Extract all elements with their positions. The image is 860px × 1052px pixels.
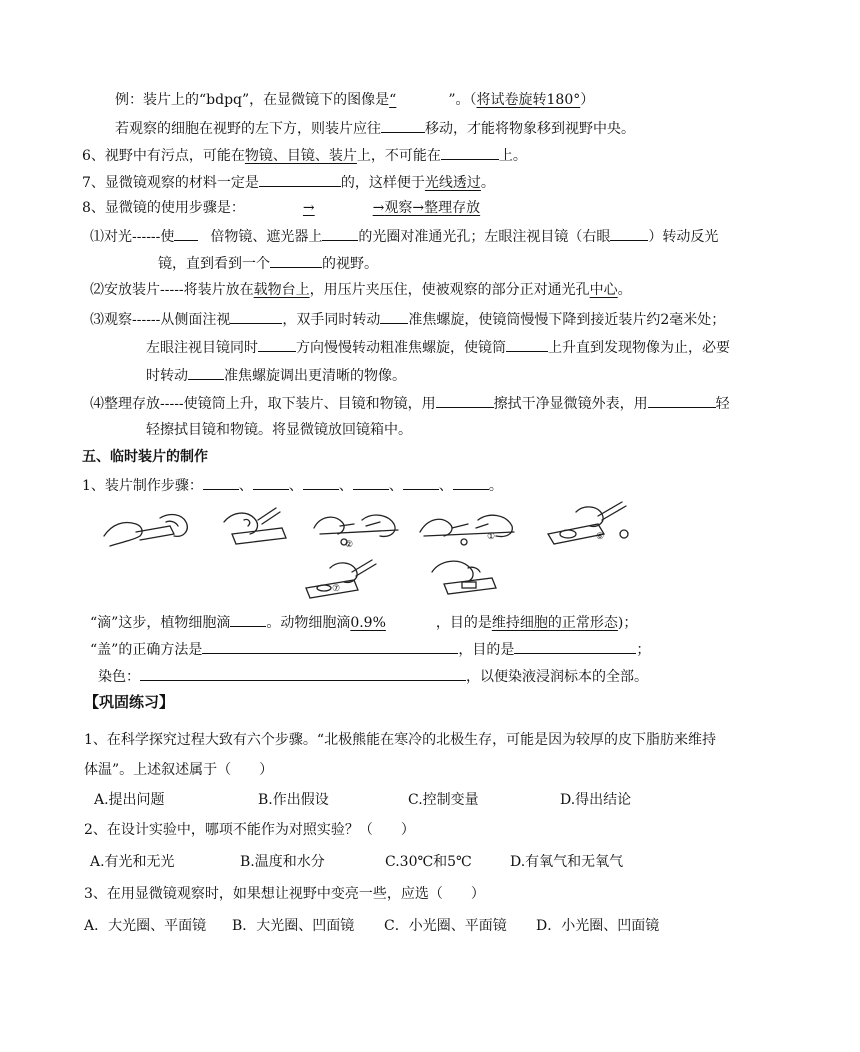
text: 时转动 [146,368,188,384]
step-sketch-3 [310,504,406,554]
blank[interactable] [514,638,636,654]
text: ； [636,642,651,658]
text: 若观察的细胞在视野的左下方，则装片应往 [115,121,381,137]
blank[interactable] [380,308,408,324]
figure-label: ② [345,540,354,550]
question-1-line2: 体温”。上述叙述属于（ ） [84,762,274,778]
underlined-text: 观察→整理存放 [384,200,481,216]
arrow: → [302,200,315,216]
blank[interactable] [436,392,494,408]
step-sketch-6 [300,554,382,604]
quote-close: ”。 [448,92,470,108]
separator: 、 [238,478,253,494]
step-sketch-4 [416,504,520,554]
text: 上，不可能在 [356,148,441,164]
text: ，双手同时转动 [282,312,381,328]
drop-line [90,611,637,633]
text: 倍物镜、遮光器上 [210,229,323,245]
question-3: 3、在用显微镜观察时，如果想让视野中变亮一些，应选（ ） [84,886,485,902]
underlined-text: 0.9% [350,615,386,631]
cover-line [90,638,650,660]
text: ⑷整理存放-----使镜筒上升，取下装片、目镜和物镜，用 [90,396,436,412]
text: )； [617,615,638,631]
blank[interactable] [188,364,224,380]
question-2-option-d[interactable]: D.有氧气和无氧气 [510,854,624,870]
separator: 、 [438,478,453,494]
blank[interactable] [303,474,339,490]
text: ，用压片夹压住，使被观察的部分正对通光孔 [309,282,590,298]
text: ）转动反光 [648,229,719,245]
step-sketch-5 [542,500,634,552]
text: “盖”的正确方法是 [90,642,203,658]
example2-line [115,117,635,139]
question-1-option-b[interactable]: B.作出假设 [258,792,329,808]
blank[interactable] [140,665,466,681]
text: 左眼注视目镜同时 [146,340,258,356]
item-6 [82,144,527,166]
step-1-line1 [90,225,718,247]
step-sketch-1 [100,506,200,556]
text: 上升直到发现物像为止，必要 [548,340,730,356]
text: 的，这样便于 [340,175,425,191]
text: 方向慢慢转动粗准焦螺旋，使镜筒 [296,340,506,356]
step-4-line2 [146,420,412,440]
text: 上。 [498,148,527,164]
step-2 [90,280,632,300]
note-open: （ [469,92,477,108]
step-4-line1 [90,392,730,414]
quote-open: “ [389,92,397,108]
blank[interactable] [270,252,322,268]
item-7 [82,171,495,193]
text: 染色： [98,669,140,685]
practice-title: 【巩固练习】 [84,693,175,711]
separator: 、 [388,478,403,494]
text: 7、显微镜观察的材料一定是 [82,175,259,191]
underlined-text: 光线透过 [424,175,481,191]
text: ，目的是 [435,615,492,631]
text: 准焦螺旋调出更清晰的物像。 [224,368,406,384]
blank[interactable] [258,336,296,352]
example-line [115,90,594,110]
underlined-text: 维持细胞的正常形态 [491,615,618,631]
stain-line [98,665,648,687]
note-text: 将试卷旋转180° [476,92,581,108]
figure-label: ⑥ [596,532,605,542]
blank[interactable] [381,117,425,133]
question-3-option-a[interactable]: A．大光圈、平面镜 [84,918,207,934]
section-5-title: 五、临时装片的制作 [82,449,208,465]
text: ，以便染液浸润标本的全部。 [466,669,648,685]
blank[interactable] [203,474,239,490]
step-3-line3 [146,364,406,386]
separator: 、 [338,478,353,494]
text: ⑴对光------使 [90,229,175,245]
text: 准焦螺旋，使镜筒慢慢下降到接近装片约2毫米处； [408,312,726,328]
text: ，目的是 [458,642,515,658]
question-1-option-c[interactable]: C.控制变量 [408,792,479,808]
text: 移动，才能将物象移到视野中央。 [425,121,635,137]
question-1-line1: 1、在科学探究过程大致有六个步骤。“北极熊能在寒冷的北极生存，可能是因为较厚的皮下脂肪来维持 [84,732,717,748]
underlined-text: 中心 [589,282,618,298]
question-3-option-d[interactable]: D．小光圈、凹面镜 [536,918,660,934]
question-3-option-b[interactable]: B．大光圈、凹面镜 [232,918,355,934]
blank[interactable] [322,225,358,241]
question-2-option-b[interactable]: B.温度和水分 [240,854,325,870]
question-1-option-a[interactable]: A.提出问题 [94,792,165,808]
question-1-option-d[interactable]: D.得出结论 [560,792,632,808]
blank[interactable] [353,474,389,490]
text: ⑶观察------从侧面注视 [90,312,231,328]
blank[interactable] [648,392,716,408]
text: 1、装片制作步骤： [82,478,203,494]
blank[interactable] [259,171,341,187]
blank[interactable] [230,308,282,324]
step-1-line2 [158,252,378,274]
figure-label: ⑦ [332,584,341,594]
question-2: 2、在设计实验中，哪项不能作为对照实验？（ ） [84,822,415,838]
blank[interactable] [202,638,458,654]
step-sketch-2 [218,504,298,552]
text: 轻擦拭目镜和物镜。将显微镜放回镜箱中。 [146,422,412,438]
text: 的光圈对准通光孔；左眼注视目镜（右眼 [358,229,611,245]
blank[interactable] [174,225,198,241]
blank[interactable] [506,336,548,352]
underlined-text: 物镜、目镜、装片 [244,148,357,164]
underlined-answer [350,615,436,631]
text: 8、显微镜的使用步骤是： [82,200,245,216]
text: 6、视野中有污点，可能在 [82,148,245,164]
procedure-steps-line [82,474,503,496]
step-3-line1 [90,308,725,330]
example-text: 例：装片上的“bdpq”，在显微镜下的图像是 [115,92,390,108]
blank[interactable] [403,474,439,490]
arrow: → [372,200,385,216]
blank[interactable] [230,611,266,627]
question-3-option-c[interactable]: C．小光圈、平面镜 [384,918,507,934]
text: ⑵安放装片-----将装片放在 [90,282,254,298]
text: 擦拭干净显微镜外表，用 [493,396,648,412]
text: 镜，直到看到一个 [158,256,270,272]
figure-label: ① [487,532,496,542]
example-answer [389,92,448,108]
question-2-option-a[interactable]: A.有光和无光 [90,854,175,870]
text: 。 [480,175,495,191]
underlined-steps [245,200,480,216]
note-close: ） [580,92,595,108]
text: “滴”这步，植物细胞滴 [90,615,231,631]
blank[interactable] [453,474,489,490]
item-8 [82,198,480,218]
blank[interactable] [610,225,648,241]
period: 。 [488,478,503,494]
blank[interactable] [253,474,289,490]
separator: 、 [288,478,303,494]
text: 。 [617,282,632,298]
text: 轻 [715,396,730,412]
step-sketch-7 [422,554,508,604]
step-3-line2 [146,336,730,358]
underlined-text: 载物台上 [253,282,310,298]
question-2-option-c[interactable]: C.30℃和5℃ [385,854,472,870]
blank[interactable] [441,144,499,160]
text: 。动物细胞滴 [266,615,351,631]
text: 的视野。 [322,256,378,272]
